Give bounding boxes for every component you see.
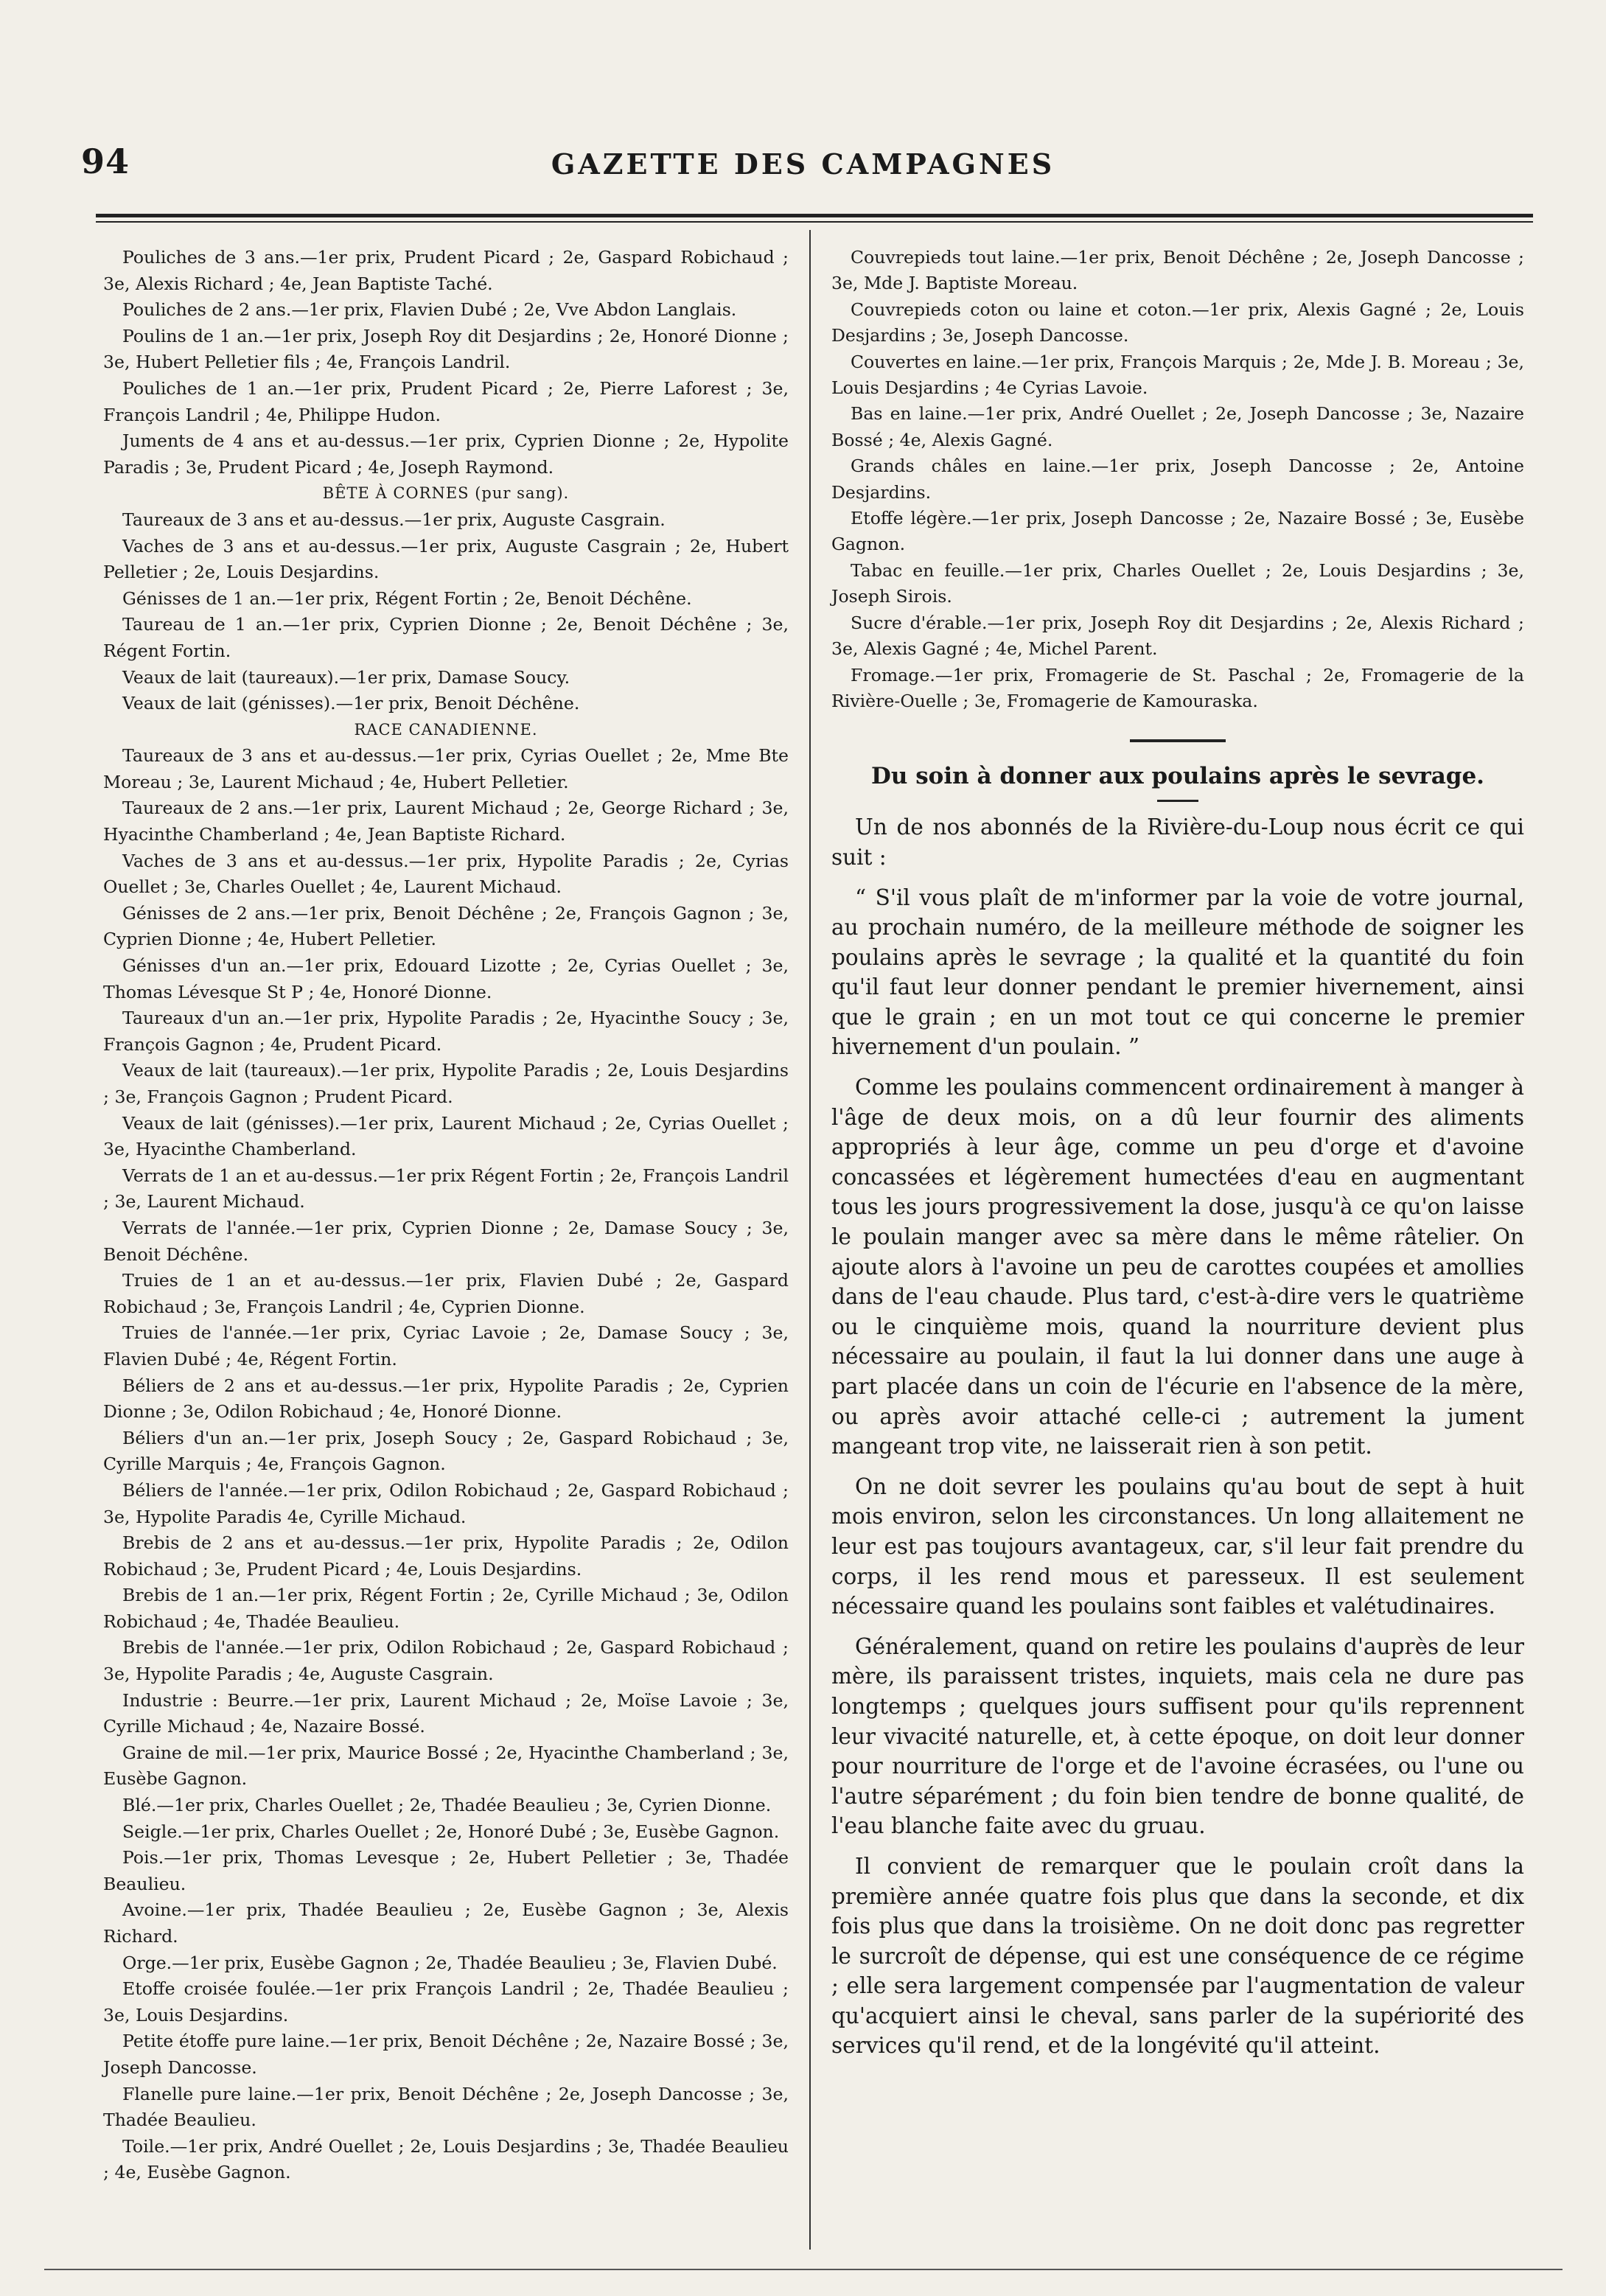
prize-entry: Pouliches de 3 ans.—1er prix, Prudent Picard ; 2e, Gaspard Robichaud ; 3e, Alexis Richard ; 4e, Jean Baptiste Taché. bbox=[103, 247, 789, 294]
prize-entry: Etoffe croisée foulée.—1er prix François Landril ; 2e, Thadée Beaulieu ; 3e, Louis Desjardins. bbox=[103, 1978, 789, 2025]
prize-entry: Juments de 4 ans et au-dessus.—1er prix, Cyprien Dionne ; 2e, Hypolite Paradis ; 3e, Prudent Picard ; 4e, Joseph Raymond. bbox=[103, 430, 789, 478]
prize-entry: Blé.—1er prix, Charles Ouellet ; 2e, Thadée Beaulieu ; 3e, Cyrien Dionne. bbox=[122, 1795, 772, 1816]
prize-entry: Pouliches de 1 an.—1er prix, Prudent Picard ; 2e, Pierre Laforest ; 3e, François Landril ; 4e, Philippe Hudon. bbox=[103, 377, 789, 425]
prize-entry: Toile.—1er prix, André Ouellet ; 2e, Louis Desjardins ; 3e, Thadée Beaulieu ; 4e, Eusèbe Gagnon. bbox=[103, 2135, 789, 2183]
prize-entry: Béliers d'un an.—1er prix, Joseph Soucy ; 2e, Gaspard Robichaud ; 3e, Cyrille Marquis ; 4e, François Gagnon. bbox=[103, 1427, 789, 1475]
prize-entry: Graine de mil.—1er prix, Maurice Bossé ; 2e, Hyacinthe Chamberland ; 3e, Eusèbe Gagnon. bbox=[103, 1742, 789, 1790]
prize-entry: Veaux de lait (génisses).—1er prix, Laurent Michaud ; 2e, Cyrias Ouellet ; 3e, Hyacinthe Chamberland. bbox=[103, 1112, 789, 1160]
header-rule-thick bbox=[96, 214, 1533, 217]
column-divider bbox=[809, 230, 811, 2250]
prize-entry: Verrats de 1 an et au-dessus.—1er prix Régent Fortin ; 2e, François Landril ; 3e, Laurent Michaud. bbox=[103, 1165, 789, 1212]
prize-entry: Brebis de 1 an.—1er prix, Régent Fortin ; 2e, Cyrille Michaud ; 3e, Odilon Robichaud ; 4e, Thadée Beaulieu. bbox=[103, 1585, 789, 1632]
prize-entry: Sucre d'érable.—1er prix, Joseph Roy dit Desjardins ; 2e, Alexis Richard ; 3e, Alexis Gagné ; 4e, Michel Parent. bbox=[831, 612, 1524, 660]
prize-entry: Flanelle pure laine.—1er prix, Benoit Déchêne ; 2e, Joseph Dancosse ; 3e, Thadée Beaulieu. bbox=[103, 2083, 789, 2131]
page-number: 94 bbox=[81, 142, 130, 181]
article-body bbox=[831, 812, 1524, 2061]
prize-entry: Brebis de l'année.—1er prix, Odilon Robichaud ; 2e, Gaspard Robichaud ; 3e, Hypolite Paradis ; 4e, Auguste Casgrain. bbox=[103, 1637, 789, 1685]
prize-entry: Veaux de lait (taureaux).—1er prix, Damase Soucy. bbox=[122, 666, 570, 688]
right-column bbox=[831, 245, 1524, 2071]
prize-entry: Bas en laine.—1er prix, André Ouellet ; 2e, Joseph Dancosse ; 3e, Nazaire Bossé ; 4e, Alexis Gagné. bbox=[831, 403, 1524, 450]
article-title: Du soin à donner aux poulains après le sevrage. bbox=[871, 763, 1484, 790]
prize-entry: Orge.—1er prix, Eusèbe Gagnon ; 2e, Thadée Beaulieu ; 3e, Flavien Dubé. bbox=[122, 1952, 778, 1973]
bottom-rule bbox=[44, 2269, 1563, 2270]
prize-entry: Vaches de 3 ans et au-dessus.—1er prix, Hypolite Paradis ; 2e, Cyrias Ouellet ; 3e, Charles Ouellet ; 4e, Laurent Michaud. bbox=[103, 850, 789, 898]
prize-entry: Seigle.—1er prix, Charles Ouellet ; 2e, Honoré Dubé ; 3e, Eusèbe Gagnon. bbox=[122, 1821, 780, 1842]
prize-entry: Veaux de lait (génisses).—1er prix, Benoit Déchêne. bbox=[122, 693, 580, 714]
prize-entry: Couvertes en laine.—1er prix, François Marquis ; 2e, Mde J. B. Moreau ; 3e, Louis Desjardins ; 4e Cyrias Lavoie. bbox=[831, 351, 1524, 399]
header-rule-thin bbox=[96, 221, 1533, 223]
prize-entry: Taureaux d'un an.—1er prix, Hypolite Paradis ; 2e, Hyacinthe Soucy ; 3e, François Gagnon ; 4e, Prudent Picard. bbox=[103, 1008, 789, 1055]
prize-entry: Pois.—1er prix, Thomas Levesque ; 2e, Hubert Pelletier ; 3e, Thadée Beaulieu. bbox=[103, 1847, 789, 1894]
prize-entry: Vaches de 3 ans et au-dessus.—1er prix, Auguste Casgrain ; 2e, Hubert Pelletier ; 2e, Louis Desjardins. bbox=[103, 535, 789, 583]
title-dash bbox=[1157, 800, 1198, 802]
prize-entry: Pouliches de 2 ans.—1er prix, Flavien Dubé ; 2e, Vve Abdon Langlais. bbox=[122, 299, 737, 321]
article-paragraph: Un de nos abonnés de la Rivière-du-Loup nous écrit ce qui suit : bbox=[831, 814, 1524, 870]
prize-entry: Poulins de 1 an.—1er prix, Joseph Roy dit Desjardins ; 2e, Honoré Dionne ; 3e, Hubert Pelletier fils ; 4e, François Landril. bbox=[103, 325, 789, 373]
article-paragraph: “ S'il vous plaît de m'informer par la voie de votre journal, au prochain numéro, de la meilleure méthode de soigner les poulains après le sevrage ; la qualité et la quantité du foin qu'il faut leur donner pendant le premier hivernement, ainsi que le grain ; en un mot tout ce qui concerne le premier hivernement d'un poulain. ” bbox=[831, 884, 1524, 1060]
prize-entry: Truies de 1 an et au-dessus.—1er prix, Flavien Dubé ; 2e, Gaspard Robichaud ; 3e, François Landril ; 4e, Cyprien Dionne. bbox=[103, 1270, 789, 1317]
prize-entry: Tabac en feuille.—1er prix, Charles Ouellet ; 2e, Louis Desjardins ; 3e, Joseph Sirois. bbox=[831, 559, 1524, 607]
prize-entry: Verrats de l'année.—1er prix, Cyprien Dionne ; 2e, Damase Soucy ; 3e, Benoit Déchêne. bbox=[103, 1217, 789, 1265]
prize-entry: Taureaux de 3 ans et au-dessus.—1er prix, Cyrias Ouellet ; 2e, Mme Bte Moreau ; 3e, Laurent Michaud ; 4e, Hubert Pelletier. bbox=[103, 745, 789, 792]
prize-entry: Fromage.—1er prix, Fromagerie de St. Paschal ; 2e, Fromagerie de la Rivière-Ouelle ; 3e, Fromagerie de Kamouraska. bbox=[831, 664, 1524, 711]
article-paragraph: Généralement, quand on retire les poulains d'auprès de leur mère, ils paraissent tristes, inquiets, mais cela ne dure pas longtemps ; quelques jours suffisent pour qu'ils reprennent leur vivacité naturelle, et, à cette époque, on doit leur donner pour nourriture de l'orge et de l'avoine écrasées, ou l'une ou l'autre séparément ; du foin bien tendre de bonne qualité, de l'eau blanche faite avec du gruau. bbox=[831, 1633, 1524, 1839]
prize-entry: Couvrepieds tout laine.—1er prix, Benoit Déchêne ; 2e, Joseph Dancosse ; 3e, Mde J. Baptiste Moreau. bbox=[831, 247, 1524, 294]
prize-entry: Brebis de 2 ans et au-dessus.—1er prix, Hypolite Paradis ; 2e, Odilon Robichaud ; 3e, Prudent Picard ; 4e, Louis Desjardins. bbox=[103, 1532, 789, 1580]
left-column bbox=[103, 245, 789, 2186]
running-head: GAZETTE DES CAMPAGNES bbox=[551, 147, 1055, 181]
prize-entry: Petite étoffe pure laine.—1er prix, Benoit Déchêne ; 2e, Nazaire Bossé ; 3e, Joseph Dancosse. bbox=[103, 2031, 789, 2078]
prize-entry: Truies de l'année.—1er prix, Cyriac Lavoie ; 2e, Damase Soucy ; 3e, Flavien Dubé ; 4e, Régent Fortin. bbox=[103, 1322, 789, 1369]
section-heading: RACE CANADIENNE. bbox=[354, 720, 538, 739]
prize-entry: Etoffe légère.—1er prix, Joseph Dancosse ; 2e, Nazaire Bossé ; 3e, Eusèbe Gagnon. bbox=[831, 508, 1524, 555]
prize-entry: Taureaux de 2 ans.—1er prix, Laurent Michaud ; 2e, George Richard ; 3e, Hyacinthe Chamberland ; 4e, Jean Baptiste Richard. bbox=[103, 798, 789, 845]
article-paragraph: Il convient de remarquer que le poulain croît dans la première année quatre fois plus que dans la seconde, et dix fois plus que dans la troisième. On ne doit donc pas regretter le surcroît de dépense, qui est une conséquence de ce régime ; elle sera largement compensée par l'augmentation de valeur qu'acquiert ainsi le cheval, sans parler de la supériorité des services qu'il rend, et de la longévité qu'il atteint. bbox=[831, 1853, 1524, 2059]
prize-entry: Couvrepieds coton ou laine et coton.—1er prix, Alexis Gagné ; 2e, Louis Desjardins ; 3e, Joseph Dancosse. bbox=[831, 299, 1524, 346]
section-heading: BÊTE À CORNES (pur sang). bbox=[322, 484, 570, 503]
section-rule bbox=[1130, 739, 1226, 742]
prize-entry: Taureau de 1 an.—1er prix, Cyprien Dionne ; 2e, Benoit Déchêne ; 3e, Régent Fortin. bbox=[103, 614, 789, 661]
prize-entry: Industrie : Beurre.—1er prix, Laurent Michaud ; 2e, Moïse Lavoie ; 3e, Cyrille Michaud ; 4e, Nazaire Bossé. bbox=[103, 1689, 789, 1737]
prize-entry: Génisses de 2 ans.—1er prix, Benoit Déchêne ; 2e, François Gagnon ; 3e, Cyprien Dionne ; 4e, Hubert Pelletier. bbox=[103, 902, 789, 950]
prize-entry: Béliers de l'année.—1er prix, Odilon Robichaud ; 2e, Gaspard Robichaud ; 3e, Hypolite Paradis 4e, Cyrille Michaud. bbox=[103, 1479, 789, 1527]
prize-entry: Veaux de lait (taureaux).—1er prix, Hypolite Paradis ; 2e, Louis Desjardins ; 3e, François Gagnon ; Prudent Picard. bbox=[103, 1060, 789, 1107]
prize-entry: Avoine.—1er prix, Thadée Beaulieu ; 2e, Eusèbe Gagnon ; 3e, Alexis Richard. bbox=[103, 1899, 789, 1947]
prize-entry: Grands châles en laine.—1er prix, Joseph Dancosse ; 2e, Antoine Desjardins. bbox=[831, 456, 1524, 503]
article-paragraph: On ne doit sevrer les poulains qu'au bout de sept à huit mois environ, selon les circonstances. Un long allaitement ne leur est pas toujours avantageux, car, s'il leur fait prendre du corps, il les rend mous et paresseux. Il est seulement nécessaire quand les poulains sont faibles et valétudinaires. bbox=[831, 1473, 1524, 1619]
prize-entry: Taureaux de 3 ans et au-dessus.—1er prix, Auguste Casgrain. bbox=[122, 509, 666, 530]
prize-entry: Génisses de 1 an.—1er prix, Régent Fortin ; 2e, Benoit Déchêne. bbox=[122, 587, 692, 609]
prize-entry: Génisses d'un an.—1er prix, Edouard Lizotte ; 2e, Cyrias Ouellet ; 3e, Thomas Lévesque St P ; 4e, Honoré Dionne. bbox=[103, 955, 789, 1002]
article-paragraph: Comme les poulains commencent ordinairement à manger à l'âge de deux mois, on a dû leur fournir des aliments appropriés à leur âge, comme un peu d'orge et d'avoine concassées et légèrement humectées d'eau en augmentant tous les jours progressivement la dose, jusqu'à ce qu'on laisse le poulain manger avec sa mère dans le même râtelier. On ajoute alors à l'avoine un peu de carottes coupées et amollies dans de l'eau chaude. Plus tard, c'est-à-dire vers le quatrième ou le cinquième mois, quand la nourriture devient plus nécessaire au poulain, il faut la lui donner dans une auge à part placée dans un coin de l'écurie en l'absence de la mère, ou après avoir attaché celle-ci ; autrement la jument mangeant trop vite, ne laisserait rien à son petit. bbox=[831, 1075, 1524, 1459]
prize-entry: Béliers de 2 ans et au-dessus.—1er prix, Hypolite Paradis ; 2e, Cyprien Dionne ; 3e, Odilon Robichaud ; 4e, Honoré Dionne. bbox=[103, 1375, 789, 1423]
prize-list bbox=[831, 245, 1524, 714]
